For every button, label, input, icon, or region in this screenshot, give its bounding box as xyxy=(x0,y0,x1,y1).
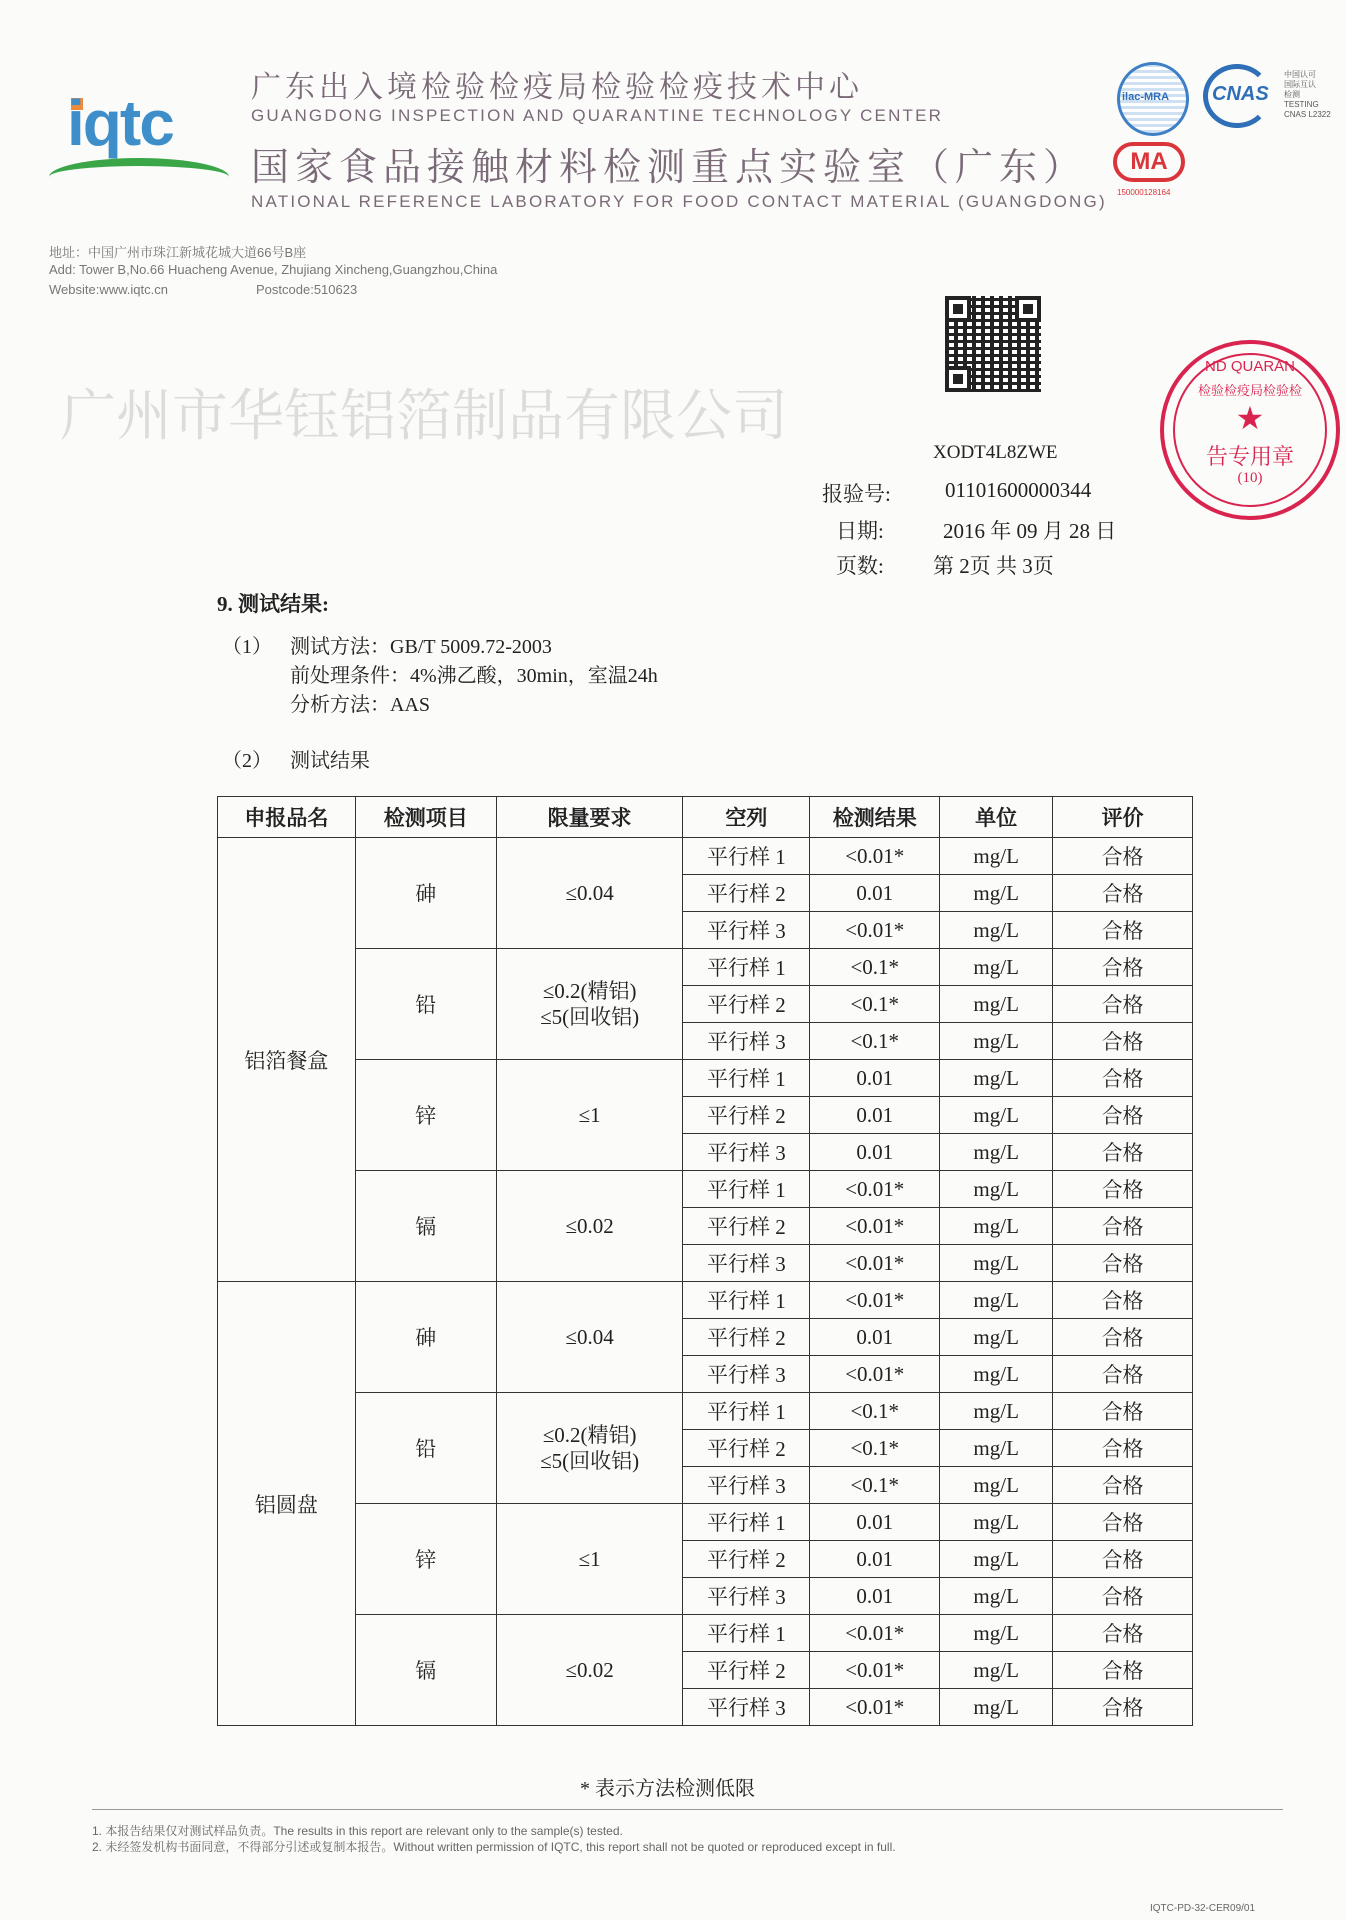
limit-cell: ≤1 xyxy=(496,1060,683,1171)
sample-cell: 平行样 3 xyxy=(683,1689,810,1726)
logo-arc xyxy=(49,158,229,196)
result-cell: <0.1* xyxy=(810,1393,940,1430)
date-label: 日期: xyxy=(836,519,884,543)
limit-cell: ≤0.02 xyxy=(496,1615,683,1726)
result-cell: <0.01* xyxy=(810,1282,940,1319)
limit-cell: ≤1 xyxy=(496,1504,683,1615)
qr-finder xyxy=(1015,296,1041,322)
seal-top-text: ND QUARAN xyxy=(1204,358,1295,375)
result-cell: <0.01* xyxy=(810,1171,940,1208)
unit-cell: mg/L xyxy=(940,838,1053,875)
cnas-note-line: 检测 xyxy=(1284,90,1300,99)
cnas-logo xyxy=(1203,64,1271,128)
cnas-note-line: 中国认可 xyxy=(1284,70,1316,79)
unit-cell: mg/L xyxy=(940,1393,1053,1430)
sample-cell: 平行样 3 xyxy=(683,1245,810,1282)
official-seal xyxy=(1160,340,1340,520)
result-cell: <0.01* xyxy=(810,1356,940,1393)
table-row xyxy=(218,1393,1193,1430)
result-cell: 0.01 xyxy=(810,1060,940,1097)
sample-cell: 平行样 2 xyxy=(683,1319,810,1356)
address-en: Add: Tower B,No.66 Huacheng Avenue, Zhujiang Xincheng,Guangzhou,China xyxy=(49,262,498,277)
result-cell: 0.01 xyxy=(810,1504,940,1541)
unit-cell: mg/L xyxy=(940,1245,1053,1282)
unit-cell: mg/L xyxy=(940,1615,1053,1652)
report-date: 2016 年 09 月 28 日 xyxy=(943,519,1117,543)
unit-cell: mg/L xyxy=(940,1356,1053,1393)
limit-cell: ≤0.04 xyxy=(496,838,683,949)
table-row xyxy=(218,1504,1193,1541)
limit-cell: ≤0.02 xyxy=(496,1171,683,1282)
result-cell: 0.01 xyxy=(810,1134,940,1171)
seal-star-icon: ★ xyxy=(1235,400,1265,436)
pretreatment: 前处理条件：4%沸乙酸，30min，室温24h xyxy=(290,665,658,687)
header-test-item: 检测项目 xyxy=(355,797,496,838)
table-row xyxy=(218,1060,1193,1097)
header-result: 检测结果 xyxy=(810,797,940,838)
sample-cell: 平行样 1 xyxy=(683,1393,810,1430)
header-limit: 限量要求 xyxy=(496,797,683,838)
lab-name-en: NATIONAL REFERENCE LABORATORY FOR FOOD CONTACT MATERIAL (GUANGDONG) xyxy=(251,192,1107,211)
unit-cell: mg/L xyxy=(940,1652,1053,1689)
sample-cell: 平行样 1 xyxy=(683,1171,810,1208)
limit-cell: ≤0.2(精铝) ≤5(回收铝) xyxy=(496,1393,683,1504)
result-cell: <0.1* xyxy=(810,1467,940,1504)
evaluation-cell: 合格 xyxy=(1053,1615,1193,1652)
result-cell: 0.01 xyxy=(810,1097,940,1134)
unit-cell: mg/L xyxy=(940,1541,1053,1578)
evaluation-cell: 合格 xyxy=(1053,1171,1193,1208)
evaluation-cell: 合格 xyxy=(1053,875,1193,912)
unit-cell: mg/L xyxy=(940,986,1053,1023)
postcode: Postcode:510623 xyxy=(256,282,358,297)
evaluation-cell: 合格 xyxy=(1053,838,1193,875)
seal-middle-text: 检验检疫局检验检 xyxy=(1197,383,1302,398)
unit-cell: mg/L xyxy=(940,949,1053,986)
evaluation-cell: 合格 xyxy=(1053,1652,1193,1689)
footer-note-1: 1. 本报告结果仅对测试样品负责。The results in this report are relevant only to the sample(s) tested. xyxy=(92,1824,623,1838)
result-cell: <0.01* xyxy=(810,1652,940,1689)
table-row xyxy=(218,1171,1193,1208)
ilac-label: ilac-MRA xyxy=(1122,91,1170,103)
unit-cell: mg/L xyxy=(940,875,1053,912)
product-name-cell: 铝圆盘 xyxy=(218,1282,356,1726)
result-cell: <0.01* xyxy=(810,1615,940,1652)
lab-name-cn: 国家食品接触材料检测重点实验室（广东） xyxy=(251,145,1088,189)
qr-code xyxy=(945,296,1041,392)
test-item-cell: 铅 xyxy=(355,949,496,1060)
cnas-note-line: TESTING xyxy=(1284,100,1319,109)
evaluation-cell: 合格 xyxy=(1053,1578,1193,1615)
result-cell: <0.01* xyxy=(810,1245,940,1282)
unit-cell: mg/L xyxy=(940,1430,1053,1467)
unit-cell: mg/L xyxy=(940,1282,1053,1319)
org-name-cn: 广东出入境检验检疫局检验检疫技术中心 xyxy=(251,70,863,105)
cnas-label: CNAS xyxy=(1212,83,1269,105)
unit-cell: mg/L xyxy=(940,1060,1053,1097)
unit-cell: mg/L xyxy=(940,912,1053,949)
report-no-label: 报验号: xyxy=(822,482,891,506)
test-item-cell: 砷 xyxy=(355,838,496,949)
evaluation-cell: 合格 xyxy=(1053,1208,1193,1245)
sample-cell: 平行样 2 xyxy=(683,986,810,1023)
unit-cell: mg/L xyxy=(940,1689,1053,1726)
unit-cell: mg/L xyxy=(940,1504,1053,1541)
sample-cell: 平行样 1 xyxy=(683,1615,810,1652)
subsection-2-title: 测试结果 xyxy=(290,750,370,772)
evaluation-cell: 合格 xyxy=(1053,1319,1193,1356)
pages-label: 页数: xyxy=(836,554,884,578)
sample-cell: 平行样 3 xyxy=(683,1134,810,1171)
iqtc-logo xyxy=(49,87,229,186)
unit-cell: mg/L xyxy=(940,1171,1053,1208)
test-item-cell: 镉 xyxy=(355,1615,496,1726)
header-evaluation: 评价 xyxy=(1053,797,1193,838)
table-row xyxy=(218,1282,1193,1319)
test-item-cell: 砷 xyxy=(355,1282,496,1393)
sample-cell: 平行样 3 xyxy=(683,912,810,949)
evaluation-cell: 合格 xyxy=(1053,1097,1193,1134)
sample-cell: 平行样 3 xyxy=(683,1356,810,1393)
evaluation-cell: 合格 xyxy=(1053,912,1193,949)
subsection-1-number: （1） xyxy=(222,636,272,658)
product-name-cell: 铝箔餐盒 xyxy=(218,838,356,1282)
unit-cell: mg/L xyxy=(940,1097,1053,1134)
sample-cell: 平行样 3 xyxy=(683,1023,810,1060)
evaluation-cell: 合格 xyxy=(1053,986,1193,1023)
evaluation-cell: 合格 xyxy=(1053,1467,1193,1504)
cnas-note-line: 国际互认 xyxy=(1284,80,1316,89)
table-row xyxy=(218,1615,1193,1652)
test-method: 测试方法：GB/T 5009.72-2003 xyxy=(290,636,552,658)
sample-cell: 平行样 2 xyxy=(683,1208,810,1245)
test-item-cell: 锌 xyxy=(355,1060,496,1171)
page-count: 第 2页 共 3页 xyxy=(933,554,1054,578)
evaluation-cell: 合格 xyxy=(1053,1023,1193,1060)
result-cell: <0.01* xyxy=(810,838,940,875)
sample-cell: 平行样 2 xyxy=(683,1430,810,1467)
evaluation-cell: 合格 xyxy=(1053,1504,1193,1541)
header-unit: 单位 xyxy=(940,797,1053,838)
cma-logo xyxy=(1113,142,1185,182)
cnas-note xyxy=(1284,70,1331,120)
unit-cell: mg/L xyxy=(940,1208,1053,1245)
limit-cell: ≤0.04 xyxy=(496,1282,683,1393)
sample-cell: 平行样 1 xyxy=(683,1504,810,1541)
evaluation-cell: 合格 xyxy=(1053,1393,1193,1430)
sample-cell: 平行样 1 xyxy=(683,949,810,986)
report-no: 01101600000344 xyxy=(945,478,1092,502)
analysis-method: 分析方法：AAS xyxy=(290,694,431,716)
cma-label: MA xyxy=(1130,148,1168,175)
ilac-logo xyxy=(1117,62,1189,136)
result-cell: <0.01* xyxy=(810,1208,940,1245)
cnas-note-line: CNAS L2322 xyxy=(1284,110,1331,119)
form-code: IQTC-PD-32-CER09/01 xyxy=(1150,1903,1256,1914)
evaluation-cell: 合格 xyxy=(1053,1541,1193,1578)
table-row xyxy=(218,838,1193,875)
sample-cell: 平行样 2 xyxy=(683,1652,810,1689)
result-cell: 0.01 xyxy=(810,875,940,912)
evaluation-cell: 合格 xyxy=(1053,1356,1193,1393)
unit-cell: mg/L xyxy=(940,1319,1053,1356)
org-name-en: GUANGDONG INSPECTION AND QUARANTINE TECHNOLOGY CENTER xyxy=(251,106,944,125)
qr-finder xyxy=(945,366,971,392)
logo-text: iqtc xyxy=(67,87,173,159)
website: Website:www.iqtc.cn xyxy=(49,282,168,297)
result-cell: <0.1* xyxy=(810,949,940,986)
sample-cell: 平行样 3 xyxy=(683,1578,810,1615)
unit-cell: mg/L xyxy=(940,1134,1053,1171)
footer-divider xyxy=(92,1809,1283,1810)
verification-code: XODT4L8ZWE xyxy=(933,442,1058,463)
evaluation-cell: 合格 xyxy=(1053,1689,1193,1726)
unit-cell: mg/L xyxy=(940,1467,1053,1504)
seal-number: (10) xyxy=(1237,470,1263,486)
table-row xyxy=(218,949,1193,986)
subsection-2-number: （2） xyxy=(222,750,272,772)
result-cell: <0.1* xyxy=(810,1430,940,1467)
footer-note-2: 2. 未经签发机构书面同意，不得部分引述或复制本报告。Without written permission of IQTC, this report shall not be quoted or reproduced except in full. xyxy=(92,1840,896,1854)
seal-bottom-text: 告专用章 xyxy=(1205,444,1294,469)
sample-cell: 平行样 1 xyxy=(683,838,810,875)
qr-finder xyxy=(945,296,971,322)
sample-cell: 平行样 3 xyxy=(683,1467,810,1504)
header-product: 申报品名 xyxy=(218,797,356,838)
result-cell: <0.1* xyxy=(810,986,940,1023)
evaluation-cell: 合格 xyxy=(1053,1134,1193,1171)
result-cell: <0.1* xyxy=(810,1023,940,1060)
table-header-row xyxy=(218,797,1193,838)
sample-cell: 平行样 1 xyxy=(683,1060,810,1097)
evaluation-cell: 合格 xyxy=(1053,1282,1193,1319)
unit-cell: mg/L xyxy=(940,1578,1053,1615)
result-cell: <0.01* xyxy=(810,1689,940,1726)
result-cell: 0.01 xyxy=(810,1578,940,1615)
sample-cell: 平行样 2 xyxy=(683,875,810,912)
sample-cell: 平行样 2 xyxy=(683,1097,810,1134)
result-cell: <0.01* xyxy=(810,912,940,949)
sample-cell: 平行样 1 xyxy=(683,1282,810,1319)
unit-cell: mg/L xyxy=(940,1023,1053,1060)
watermark: 广州市华钰铝箔制品有限公司 xyxy=(60,384,788,449)
limit-cell: ≤0.2(精铝) ≤5(回收铝) xyxy=(496,949,683,1060)
evaluation-cell: 合格 xyxy=(1053,1060,1193,1097)
result-cell: 0.01 xyxy=(810,1541,940,1578)
test-item-cell: 锌 xyxy=(355,1504,496,1615)
evaluation-cell: 合格 xyxy=(1053,1245,1193,1282)
test-item-cell: 镉 xyxy=(355,1171,496,1282)
test-item-cell: 铅 xyxy=(355,1393,496,1504)
results-table xyxy=(217,796,1193,1726)
sample-cell: 平行样 2 xyxy=(683,1541,810,1578)
address-cn: 地址：中国广州市珠江新城花城大道66号B座 xyxy=(49,245,307,260)
evaluation-cell: 合格 xyxy=(1053,949,1193,986)
evaluation-cell: 合格 xyxy=(1053,1430,1193,1467)
cma-number: 150000128164 xyxy=(1117,188,1171,197)
section-title: 9. 测试结果: xyxy=(217,592,329,616)
table-footnote: * 表示方法检测低限 xyxy=(580,1778,755,1800)
result-cell: 0.01 xyxy=(810,1319,940,1356)
header-sample: 空列 xyxy=(683,797,810,838)
